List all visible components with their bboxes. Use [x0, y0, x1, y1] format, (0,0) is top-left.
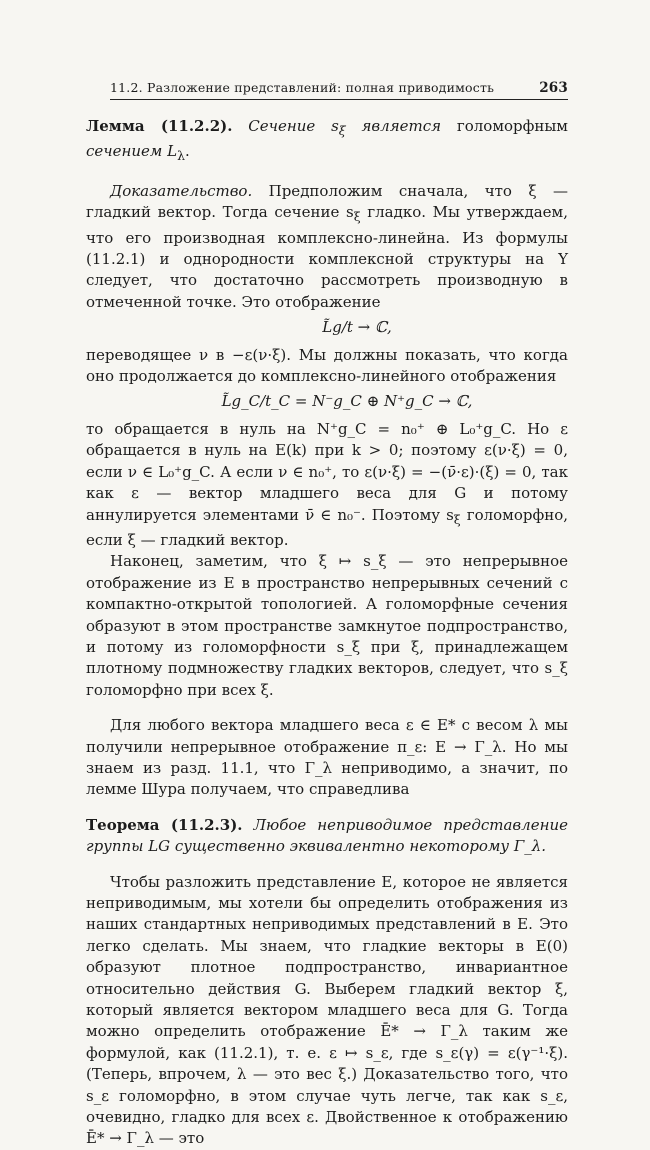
formula-tangent-map: L̃g/t → ℂ, [322, 318, 392, 337]
lemma-statement-c: голоморфным [441, 117, 568, 135]
proof-label: Доказательство. [110, 181, 253, 200]
continuity-paragraph: Наконец, заметим, что ξ ↦ s_ξ — это непрерывное отображение из E в пространство непрерывных сечений с компактно-открытой топологией. А голоморфные сечения образуют в этом пространстве замкнутое подпространство, и потому из голоморфности s_ξ при ξ, принадлежащем плотному подмножеству гладких векторов, следует, что s_ξ голоморфно при всех ξ. [86, 552, 568, 699]
proof-text-3: то обращается в нуль на N⁺g_C = n₀⁺ ⊕ L₀⁺g_C. Но ε обращается в нуль на E(k) при k > 0; поэтому ε(ν·ξ) = 0, если ν ∈ L₀⁺g_C. А если ν ∈ n₀⁺, то ε(ν·ξ) = −(ν̄·ε)·(ξ) = 0, так как ε — вектор младшего веса для G и потому аннулируется элементами ν̄ ∈ n₀⁻. Поэтому s [86, 419, 568, 524]
decomposition-paragraph: Чтобы разложить представление E, которое не является неприводимым, мы хотели бы определить отображения из наших стандартных неприводимых представлений в E. Это легко сделать. Мы знаем, что гладкие векторы в E(0) образуют плотное подпространство, инвариантное относительно действия G. Выберем гладкий вектор ξ, который является вектором младшего веса для G. Тогда можно определить отображение Ē* → Γ_λ таким же формулой, как (11.2.1), т. е. ε ↦ s_ε, где s_ε(γ) = ε(γ⁻¹·ξ). (Теперь, впрочем, λ — это вес ξ.) Доказательство того, что s_ε голоморфно, в этом случае чуть легче, так как s_ε, очевидно, гладко для всех ε. Двойственное к отображению Ē* → Γ_λ — это [86, 872, 568, 1148]
formula-complex-extension: L̃g_C/t_C = N⁻g_C ⊕ N⁺g_C → ℂ, [221, 392, 473, 411]
theorem-label: Теорема (11.2.3). [86, 815, 243, 834]
proof-paragraph-1 [86, 181, 568, 313]
lemma-label: Лемма (11.2.2). [86, 117, 233, 135]
proof-text-3-end: голоморфно, если ξ — гладкий вектор. [86, 505, 569, 549]
running-head-title: 11.2. Разложение представлений: полная приводимость [110, 80, 495, 95]
proof-text-1a: Предположим сначала, что ξ — гладкий вектор. Тогда сечение s [86, 181, 568, 222]
lemma-sub-lambda: λ [177, 148, 186, 164]
proof-sub-xi-3: ξ [453, 511, 461, 527]
running-head [110, 80, 568, 100]
page-number: 263 [539, 80, 568, 96]
lemma-period: . [185, 142, 190, 161]
proof-paragraph-2: переводящее ν в −ε(ν·ξ). Мы должны показать, что когда оно продолжается до комплексно-линейного отображения [86, 345, 568, 386]
lemma-statement-d: сечением [86, 142, 163, 161]
proof-paragraph-3 [86, 419, 568, 551]
lemma-symbol-l: L [167, 142, 178, 161]
lowest-weight-paragraph: Для любого вектора младшего веса ε ∈ E* с весом λ мы получили непрерывное отображение π_ε: E → Γ_λ. Но мы знаем из разд. 11.1, что Γ_λ неприводимо, а значит, по лемме Шура получаем, что справедлива [86, 716, 568, 799]
page-body [86, 116, 568, 1150]
proof-text-1b: гладко. Мы утверждаем, что его производная комплексно-линейна. Из формулы (11.2.1) и однородности комплексной структуры на Y следует, что достаточно рассмотреть производную в отмеченной точке. Это отображение [86, 203, 568, 311]
lemma-paragraph [86, 116, 568, 167]
theorem-paragraph [86, 815, 568, 858]
theorem-statement: Любое неприводимое представление группы LG существенно эквивалентно некоторому Γ_λ. [86, 815, 568, 856]
lemma-statement-a: Сечение s [248, 117, 339, 135]
lemma-statement-b: является [345, 117, 442, 135]
lemma-sub-xi: ξ [338, 123, 346, 138]
proof-sub-xi-1: ξ [353, 209, 361, 225]
